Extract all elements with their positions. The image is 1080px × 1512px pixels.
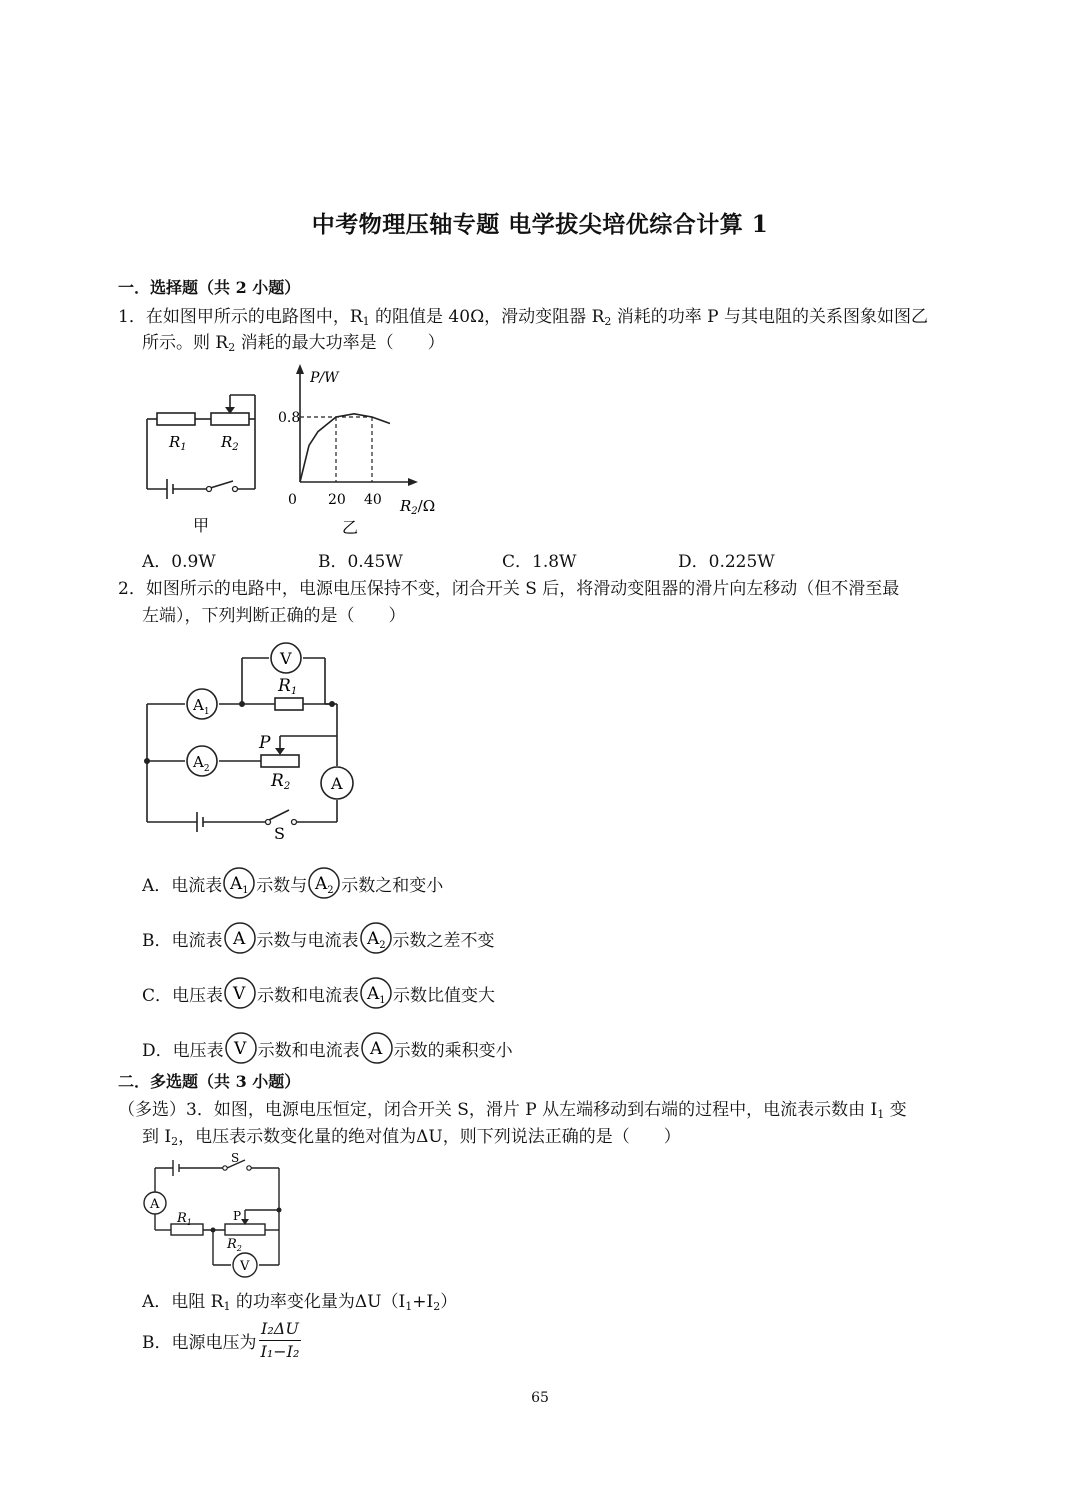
svg-text:A1: $A_1$: [367, 984, 386, 1006]
q2-line2: 左端），下列判断正确的是（ ）: [142, 606, 406, 626]
section-heading-single-choice: 一．选择题（共 2 小题）: [118, 278, 301, 297]
q2-line1: 2．如图所示的电路中，电源电压保持不变，闭合开关 S 后，将滑动变阻器的滑片向左移动（但不滑至最: [118, 579, 900, 599]
svg-text:V: V: [240, 1259, 250, 1274]
q3-r1-label: $R_1$: [177, 1211, 192, 1227]
q2-option-d[interactable]: D．电压表 V 示数和电流表 A 示数的乘积变小: [142, 1031, 513, 1065]
svg-text:A: A: [150, 1197, 160, 1212]
chart-y-axis-label: P/W: [310, 370, 339, 386]
q1-line2: 所示。则 $R_2$ 消耗的最大功率是（ ）: [142, 333, 445, 354]
page-title: 中考物理压轴专题 电学拔尖培优综合计算 1: [311, 211, 769, 238]
q3-line2: 到 $I_2$，电压表示数变化量的绝对值为ΔU，则下列说法正确的是（ ）: [142, 1127, 681, 1148]
q1-fig-caption-yi: 乙: [342, 518, 359, 537]
meter-icon-ammeter: [360, 1031, 394, 1065]
chart-x-axis-label: $R_2/\Omega$: [400, 497, 436, 517]
q1-r2-label: $R_2$: [221, 433, 239, 453]
meter-icon-ammeter: [223, 921, 257, 955]
q1-option-b[interactable]: B．0.45W: [318, 552, 403, 572]
q1-fig-caption-jia: 甲: [193, 516, 210, 535]
q3-line1: （多选）3．如图，电源电压恒定，闭合开关 S，滑片 P 从左端移动到右端的过程中，电流表示数由 $I_1$ 变: [118, 1100, 907, 1121]
section-heading-multi-choice: 二．多选题（共 3 小题）: [118, 1072, 301, 1091]
page-number: 65: [531, 1390, 549, 1406]
chart-y-tick-label: 0.8: [278, 410, 301, 426]
q2-option-b[interactable]: B．电流表 A 示数与电流表 $A_2$ 示数之差不变: [142, 921, 495, 955]
q1-line1: 1．在如图甲所示的电路图中，$R_1$ 的阻值是 40Ω，滑动变阻器 $R_2$ 消耗的功率 P 与其电阻的关系图象如图乙: [118, 307, 929, 328]
meter-icon-ammeter: [222, 866, 256, 900]
q3-option-b[interactable]: B．电源电压为 $\frac{\text{I₂ΔU}}{\text{I₁−I₂}}$: [142, 1319, 300, 1361]
q3-option-a[interactable]: A．电阻 $R_1$ 的功率变化量为$\Delta U(I_1+I_2)$: [142, 1292, 458, 1313]
chart-x-tick-label: 0: [288, 492, 297, 508]
chart-series-line: [300, 414, 390, 482]
q2-option-c[interactable]: C．电压表 V 示数和电流表 $A_1$ 示数比值变大: [142, 976, 495, 1010]
svg-text:A: A: [232, 929, 245, 949]
q3-switch-label: S: [231, 1151, 240, 1165]
meter-icon-ammeter: [307, 866, 341, 900]
meter-icon-voltmeter: [223, 976, 257, 1010]
svg-text:A2: $A_2$: [193, 753, 210, 774]
q1-option-c[interactable]: C．1.8W: [502, 552, 577, 572]
svg-text:A2: $A_2$: [366, 929, 386, 951]
q3-option-b-fraction: $\frac{\text{I₂ΔU}}{\text{I₁−I₂}}$: [260, 1319, 300, 1361]
q1-circuit-diagram-jia: [135, 385, 270, 540]
q2-p-label: P: [259, 733, 271, 753]
svg-text:A1: $A_1$: [230, 874, 249, 896]
q2-option-a[interactable]: A．电流表 $A_1$ 示数与 $A_2$ 示数之和变小: [142, 866, 443, 900]
meter-icon-voltmeter: [224, 1031, 258, 1065]
svg-text:A: A: [331, 774, 343, 793]
q3-p-label: P: [233, 1209, 242, 1223]
svg-text:V: V: [233, 1039, 246, 1059]
svg-text:A2: $A_2$: [315, 874, 334, 896]
meter-icon-ammeter: [359, 921, 393, 955]
q2-circuit-diagram: [135, 630, 365, 845]
q2-r2-label: R2: [271, 771, 291, 792]
q2-switch-label: S: [274, 824, 285, 843]
q1-r1-label: $R_1$: [169, 433, 187, 453]
q1-option-d[interactable]: D．0.225W: [678, 552, 775, 572]
q2-r1-label: R1: [278, 676, 298, 697]
svg-text:A1: $A_1$: [193, 696, 210, 717]
chart-x-tick-label: 40: [364, 492, 382, 508]
svg-text:A: A: [369, 1039, 382, 1059]
q3-circuit-diagram: [135, 1150, 295, 1285]
q1-option-a[interactable]: A．0.9W: [142, 552, 216, 572]
svg-text:V: V: [233, 984, 246, 1004]
q3-r2-label: $R_2$: [227, 1237, 242, 1253]
meter-icon-ammeter: [359, 976, 393, 1010]
chart-x-tick-label: 20: [328, 492, 346, 508]
svg-text:V: V: [280, 649, 292, 668]
q1-power-resistance-chart: [270, 360, 470, 545]
